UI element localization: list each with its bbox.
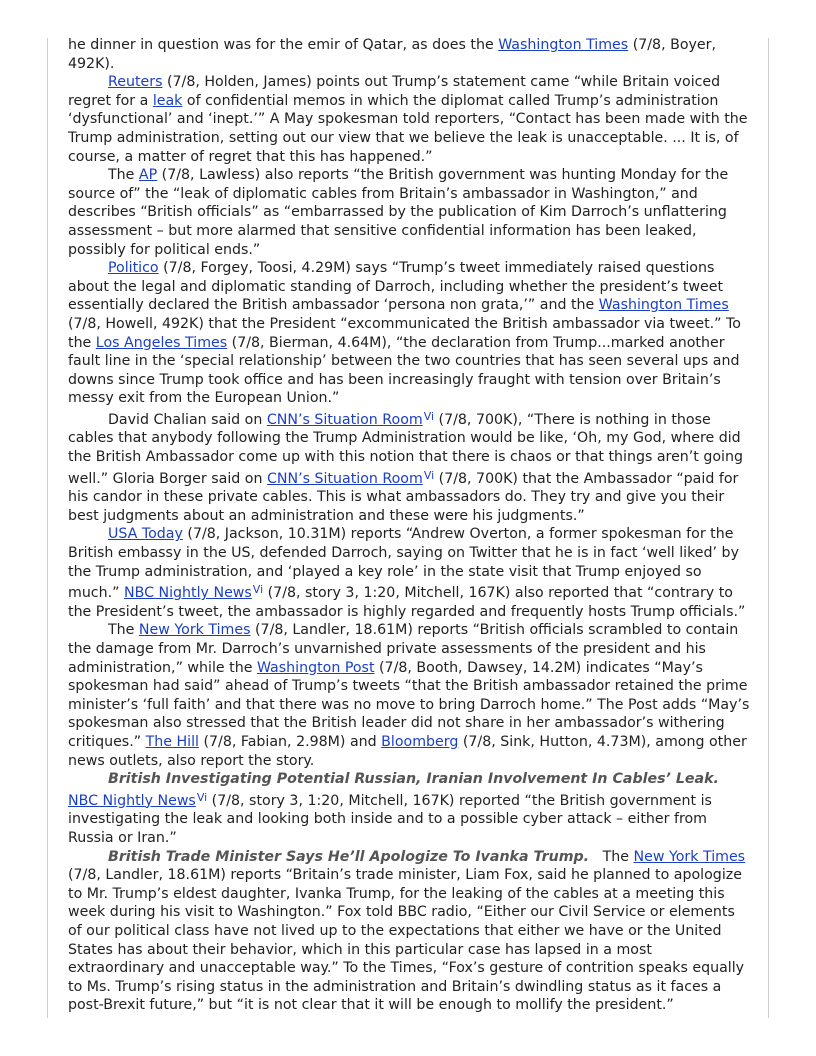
link-nbc-nightly-news[interactable]: NBC Nightly News	[123, 585, 252, 602]
paragraph-politico: Politico (7/8, Forgey, Toosi, 4.29M) says “Trump’s tweet immediately raised questions about the legal and diplomatic standing of Darroch, including whether the president’s tweet essentially declared the British ambassador ‘persona non grata,’” and the Washington Times (7/8, Howell, 492K) that the President “excommunicated the British ambassador via tweet.” To the Los Angeles Times (7/8, Bierman, 4.64M), “the declaration from Trump...marked another fault line in the ‘special relationship’ between the two countries that has seen several ups and downs since Trump took office and has been increasingly fraught with tension over Britain’s messy exit from the European Union.”	[68, 260, 741, 407]
link-cnn-situation-room[interactable]: CNN’s Situation Room	[266, 411, 423, 428]
link-nbc-nightly-news[interactable]: NBC Nightly News	[68, 792, 196, 809]
paragraph-new-york-times: The New York Times (7/8, Landler, 18.61M) reports “British officials scrambled to contain the damage from Mr. Darroch’s unvarnished private assessments of the president and his administration,” while the Washington Post (7/8, Booth, Dawsey, 14.2M) indicates “May’s spokesman had said” ahead of Trump’s tweets “that the British ambassador retained the prime minister’s ‘full faith’ and that there was no move to bring Darroch home.” The Post adds “May’s spokesman also stressed that the British leader did not share in her ambassador’s withering critiques.” The Hill (7/8, Fabian, 2.98M) and Bloomberg (7/8, Sink, Hutton, 4.73M), among other news outlets, also report the story.	[68, 622, 750, 769]
link-new-york-times[interactable]: New York Times	[138, 622, 251, 639]
section-headline: British Investigating Potential Russian, Iranian Involvement In Cables’ Leak.	[108, 771, 719, 788]
paragraph-ap: The AP (7/8, Lawless) also reports “the British government was hunting Monday for the source of” the “leak of diplomatic cables from Britain’s ambassador in Washington,” and describes “British officials” as “embarrassed by the publication of Kim Darroch’s unflattering assessment – but more alarmed that sensitive confidential information has been leaked, possibly for political ends.”	[68, 167, 729, 258]
video-indicator-icon[interactable]: Vi	[252, 583, 264, 597]
video-indicator-icon[interactable]: Vi	[423, 468, 435, 482]
paragraph-cnn: David Chalian said on CNN’s Situation Room$^{Vi}$ (7/8, 700K), “There is nothing in those cables that anybody following the Trump Administration would be like, ‘Oh, my God, where did the British Ambassador come up with this notion that there is chaos or that things aren’t going well.” Gloria Borger said on CNN’s Situation Room$^{Vi}$ (7/8, 700K) that the Ambassador “paid for his candor in these private cables. This is what ambassadors do. They try and give you their best judgments about an administration and these were his judgments.”	[68, 409, 744, 524]
paragraph-russian-iranian-headline	[68, 770, 752, 789]
link-washington-post[interactable]: Washington Post	[256, 659, 375, 676]
paragraph-trade-minister: British Trade Minister Says He’ll Apologize To Ivanka Trump. The New York Times (7/8, Landler, 18.61M) reports “Britain’s trade minister, Liam Fox, said he planned to apologize to Mr. Trump’s eldest daughter, Ivanka Trump, for the leaking of the cables at a meeting this week during his visit to Washington.” Fox told BBC radio, “Either our Civil Service or elements of our political class have not lived up to the expectations that either we have or the United States has about their behavior, which in this particular case has lapsed in a most extraordinary and unacceptable way.” To the Times, “Fox’s gesture of contrition speaks equally to Ms. Trump’s rising status in the administration and Britain’s dwindling status as it faces a post-Brexit future,” but “it is not clear that it will be enough to mollify the president.”	[68, 848, 746, 1014]
link-usa-today[interactable]: USA Today	[108, 526, 183, 543]
link-politico[interactable]: Politico	[108, 260, 159, 277]
link-leak[interactable]: leak	[152, 92, 183, 109]
paragraph-emir-dinner: he dinner in question was for the emir of Qatar, as does the Washington Times (7/8, Boyer, 492K).	[68, 37, 716, 72]
link-the-hill[interactable]: The Hill	[145, 733, 199, 750]
link-washington-times[interactable]: Washington Times	[598, 297, 729, 314]
right-margin-rule	[768, 38, 769, 1018]
paragraph-usa-today: USA Today (7/8, Jackson, 10.31M) reports “Andrew Overton, a former spokesman for the British embassy in the US, defended Darroch, saying on Twitter that he is in fact ‘well liked’ by the Trump administration, and ‘played a key role’ in the state visit that Trump enjoyed so much.” NBC Nightly News$^{Vi}$ (7/8, story 3, 1:20, Mitchell, 167K) also reported that “contrary to the President’s tweet, the ambassador is highly regarded and frequently hosts Trump officials.”	[68, 526, 746, 620]
paragraph-reuters: Reuters (7/8, Holden, James) points out Trump’s statement came “while Britain voiced regret for a leak of confidential memos in which the diplomat called Trump’s administration ‘dysfunctional’ and ‘inept.’” A May spokesman told reporters, “Contact has been made with the Trump administration, setting out our view that we believe the leak is unacceptable. ... It is, of course, a matter of regret that this has happened.”	[68, 74, 748, 165]
link-new-york-times[interactable]: New York Times	[633, 848, 746, 865]
link-ap[interactable]: AP	[138, 167, 158, 184]
link-washington-times[interactable]: Washington Times	[498, 37, 629, 53]
link-reuters[interactable]: Reuters	[108, 74, 163, 91]
video-indicator-icon[interactable]: Vi	[196, 790, 208, 804]
section-headline: British Trade Minister Says He’ll Apologize To Ivanka Trump.	[108, 848, 590, 865]
paragraph-nbc-investigation: NBC Nightly News$^{Vi}$ (7/8, story 3, 1:20, Mitchell, 167K) reported “the British government is investigating the leak and looking both inside and to a possible cyber attack – either from Russia or Iran.”	[68, 790, 712, 846]
link-cnn-situation-room[interactable]: CNN’s Situation Room	[266, 470, 423, 487]
link-los-angeles-times[interactable]: Los Angeles Times	[95, 334, 228, 351]
link-bloomberg[interactable]: Bloomberg	[381, 733, 459, 750]
video-indicator-icon[interactable]: Vi	[423, 409, 435, 423]
left-margin-rule	[47, 38, 48, 1018]
news-briefing-body	[68, 36, 752, 1015]
